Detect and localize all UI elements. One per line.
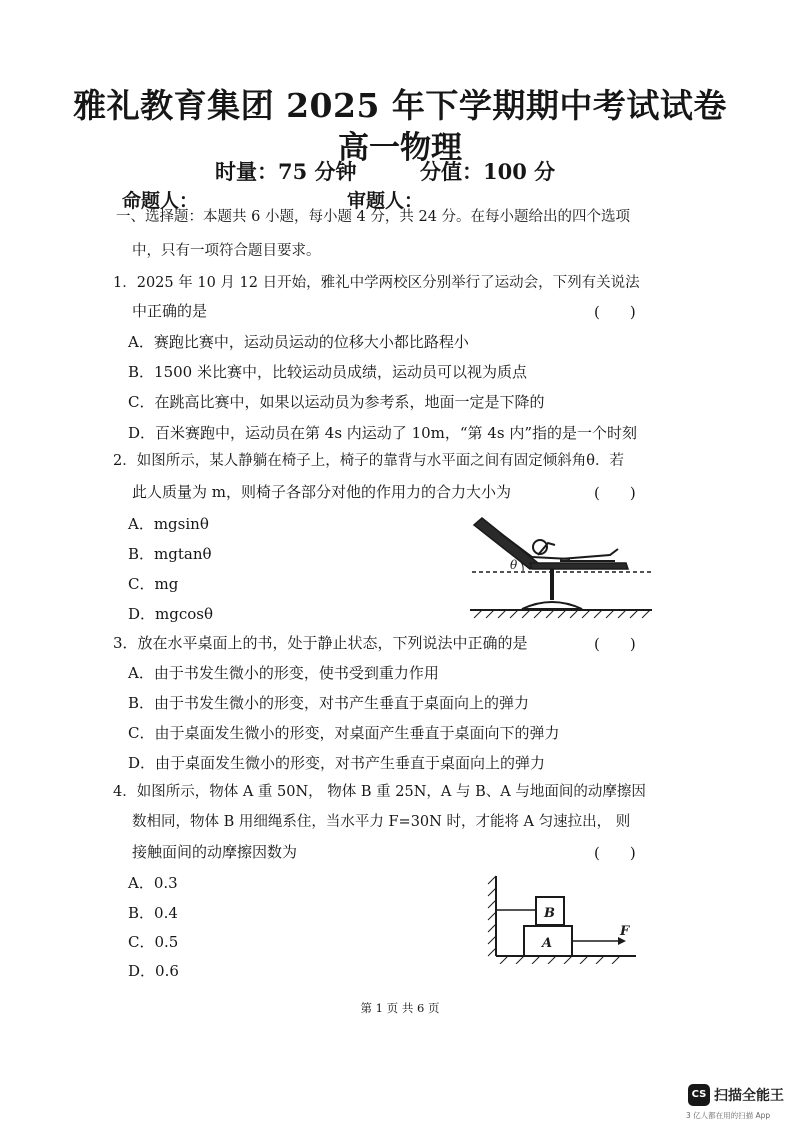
block-a-label: A (542, 936, 553, 951)
section-instructions-line1: 一、选择题：本题共 6 小题，每小题 4 分，共 24 分。在每小题给出的四个选项 (116, 209, 631, 225)
question-1-stem-line1: 1．2025 年 10 月 12 日开始，雅礼中学两校区分别举行了运动会，下列有关说法 (113, 275, 640, 291)
question-1-option-b: B．1500 米比赛中，比较运动员成绩，运动员可以视为质点 (128, 363, 527, 381)
camscanner-name: 扫描全能王 (714, 1088, 784, 1104)
question-reviewer: 审题人： (347, 190, 424, 212)
question-1-option-a: A．赛跑比赛中，运动员运动的位移大小都比路程小 (128, 333, 469, 351)
question-2-option-b: B．mgtanθ (128, 545, 212, 563)
reclining-chair-figure (460, 505, 660, 620)
question-1-stem-line2: 中正确的是 (132, 302, 208, 320)
question-2-stem-line1: 2．如图所示，某人静躺在椅子上，椅子的靠背与水平面之间有固定倾斜角θ．若 (113, 453, 624, 469)
camscanner-logo-icon: CS (688, 1084, 710, 1106)
question-3-option-c: C．由于桌面发生微小的形变，对桌面产生垂直于桌面向下的弹力 (128, 724, 560, 742)
question-3-stem: 3．放在水平桌面上的书，处于静止状态，下列说法中正确的是 (113, 634, 528, 652)
block-b-label: B (544, 906, 555, 921)
question-4-stem-line1: 4．如图所示，物体 A 重 50N， 物体 B 重 25N，A 与 B、A 与地面间的动摩擦因 (113, 784, 646, 800)
question-1-option-c: C．在跳高比赛中，如果以运动员为参考系，地面一定是下降的 (128, 393, 545, 411)
question-author: 命题人： (122, 190, 199, 212)
question-2-stem-line2: 此人质量为 m，则椅子各部分对他的作用力的合力大小为 (132, 483, 511, 501)
question-2-option-a: A．mgsinθ (128, 515, 209, 533)
question-3-option-d: D．由于桌面发生微小的形变，对书产生垂直于桌面向上的弹力 (128, 754, 546, 772)
page-number: 第 1 页 共 6 页 (360, 1001, 440, 1015)
exam-subtitle: 高一物理 (338, 130, 462, 166)
question-4-stem-line2: 数相同，物体 B 用细绳系住，当水平力 F=30N 时，才能将 A 匀速拉出， 则 (132, 814, 631, 830)
question-4-stem-line3: 接触面间的动摩擦因数为 (132, 843, 298, 861)
exam-title: 雅礼教育集团 2025 年下学期期中考试试卷 (73, 86, 727, 125)
exam-total-score: 分值：100 分 (420, 159, 556, 184)
question-4-answer-bracket: ( ) (594, 844, 636, 862)
question-2-answer-bracket: ( ) (594, 484, 636, 502)
camscanner-tagline: 3 亿人都在用的扫描 App (686, 1111, 771, 1120)
exam-duration: 时量：75 分钟 (215, 159, 357, 184)
question-4-option-b: B．0.4 (128, 904, 178, 922)
question-4-option-d: D．0.6 (128, 962, 179, 980)
question-4-option-a: A．0.3 (128, 874, 178, 892)
question-2-option-c: C．mg (128, 575, 179, 593)
question-1-answer-bracket: ( ) (594, 303, 636, 321)
chair-angle-label: θ (510, 558, 518, 572)
question-3-option-b: B．由于书发生微小的形变，对书产生垂直于桌面向上的弹力 (128, 694, 530, 712)
section-instructions-line2: 中，只有一项符合题目要求。 (132, 243, 321, 259)
question-3-option-a: A．由于书发生微小的形变，使书受到重力作用 (128, 664, 439, 682)
question-3-answer-bracket: ( ) (594, 635, 636, 653)
question-4-option-c: C．0.5 (128, 933, 179, 951)
force-f-label: F (620, 924, 630, 939)
question-2-option-d: D．mgcosθ (128, 605, 214, 623)
blocks-friction-figure (486, 872, 646, 964)
question-1-option-d: D．百米赛跑中，运动员在第 4s 内运动了 10m，“第 4s 内”指的是一个时刻 (128, 424, 637, 442)
